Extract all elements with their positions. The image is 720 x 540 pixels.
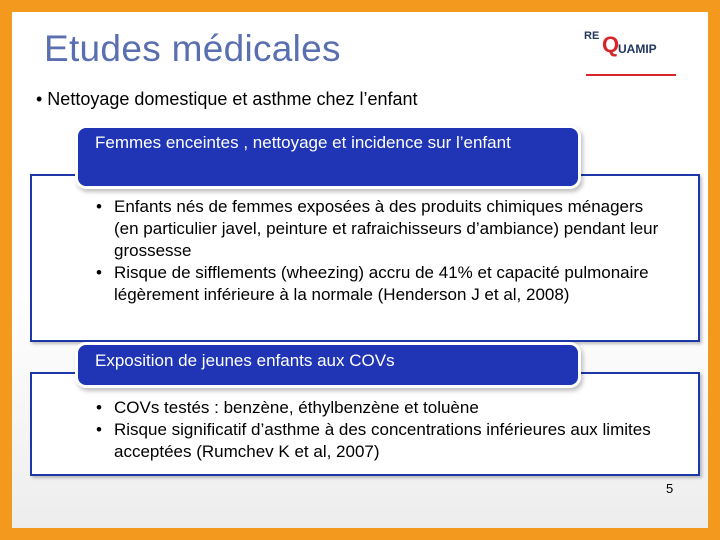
bullet-item: • Enfants nés de femmes exposées à des produits chimiques ménagers (en particulier javel, peinture et rafraichisseurs d’ambiance) pendant leur grossesse: [96, 196, 666, 262]
slide-subtitle: • Nettoyage domestique et asthme chez l’enfant: [36, 89, 418, 109]
bullet-item: • COVs testés : benzène, éthylbenzène et toluène: [96, 397, 666, 419]
bullet-item: • Risque significatif d’asthme à des concentrations inférieures aux limites acceptées (Rumchev K et al, 2007): [96, 419, 666, 463]
section2-heading: Exposition de jeunes enfants aux COVs: [78, 345, 578, 385]
slide-title: Etudes médicales: [44, 28, 341, 69]
logo-re: RE: [584, 30, 600, 42]
section1-heading: Femmes enceintes , nettoyage et incidence sur l’enfant: [78, 128, 578, 186]
section1-bullets: [96, 196, 666, 306]
logo-bar: [586, 74, 676, 76]
logo-uamip: UAMIP: [618, 42, 657, 56]
page-number: 5: [666, 481, 674, 496]
logo-q: Q: [602, 32, 620, 57]
bullet-item: • Risque de sifflements (wheezing) accru de 41% et capacité pulmonaire légèrement inférieure à la normale (Henderson J et al, 2008): [96, 262, 666, 306]
section2-bullets: [96, 397, 666, 463]
requamip-logo: [582, 28, 682, 88]
